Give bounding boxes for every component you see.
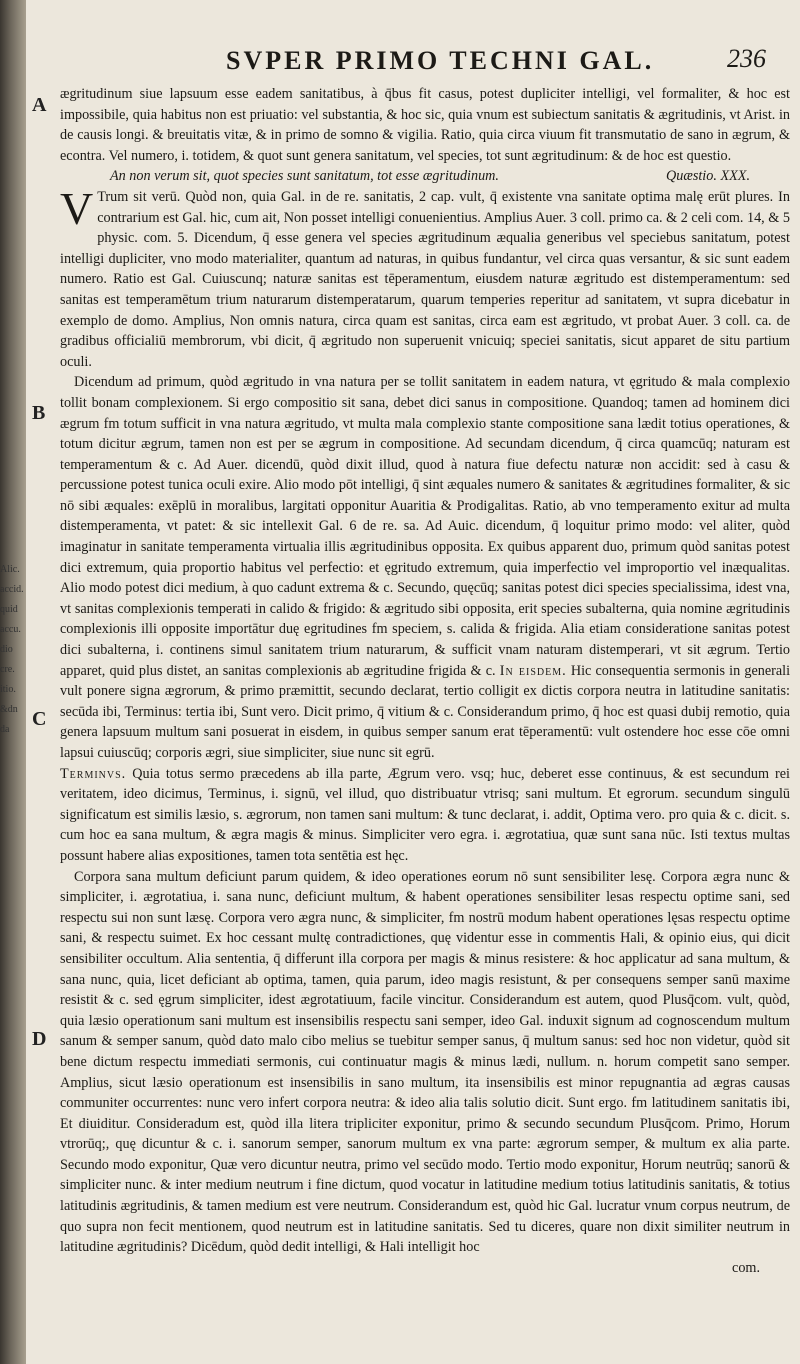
paragraph — [60, 182, 790, 372]
paragraph — [60, 372, 790, 763]
margin-note: itio. — [0, 684, 16, 695]
margin-note: dio — [0, 644, 13, 655]
margin-note: &dn — [0, 704, 18, 715]
question-title: An non verum sit, quot species sunt sanitatum, tot esse ægritudinum. — [110, 168, 499, 185]
margin-note: da — [0, 724, 10, 735]
paragraph: ægritudinum siue lapsuum esse eadem sanitatibus, à q̄bus fit casus, potest dupliciter intelligi, vel formaliter, & hoc est impossibile, quia habitus non est priuatio: vel substantia, & hoc sic, quia vnum est subiectum sanitatis & ægritudinis, vt Arist. in de causis longi. & breuitatis vitæ, & in primo de somno & vigilia. Ratio, quia circa viuum fit transmutatio de sano in ægrum, & econtra. Vel numero, i. totidem, & quot sunt genera sanitatum, vel species, tot sunt ægritudinum: & de hoc est questio. — [60, 86, 790, 164]
catchword: com. — [732, 1259, 760, 1276]
paragraph — [60, 764, 790, 867]
paragraph-text: Trum sit verū. Quòd non, quia Gal. in de re. sanitatis, 2 cap. vult, q̄ existente vna sanitate optima malę erūt plures. In contrarium est Gal. hic, cum ait, Non posset intelligi conuenientius. Amplius Auer. 3 coll. primo ca. & 2 celi com. 14, & 5 physic. com. 5. Dicendum, q̄ esse genera vel species ægritudinum æqualia generibus vel speciebus sanitatum, potest intelligi dupliciter, vno modo materialiter, quantum ad naturas, in quibus fundantur, vel circa quas versantur, & sic sunt eadem numero. Ratio est Gal. Cuiuscunq; naturæ sanitas est tēperamentum, eiusdem naturæ ægritudo est distemperamentum: sed sanitas est temperamētum trium naturarum distemperatarum, quarum temperies reperitur ad sanitatem, vt supra dicebatur in exemplo de domo. Amplius, Non omnis natura, circa quam est sanitas, circa eam est ægritudo, vt probat Auer. 3 coll. ca. de gradibus officialiū membrorum, vbi dicit, q̄ ægritudo non superuenit vnicuiq; speciei sanitatis, sicut apparet de situ partium oculi. — [60, 188, 790, 370]
drop-cap: V — [60, 182, 94, 234]
body-text — [60, 84, 790, 1278]
paragraph-text: Dicendum ad primum, quòd ægritudo in vna natura per se tollit sanitatem in eadem natura, vt ęgritudo & mala complexio tollit bonam complexionem. Si ergo compositio sit sana, debet dici sanus in compositione. Quandoq; tamen ad hominem dici ægrum fm totum sufficit in vna natura ægritudo, vt multa mala complexio stante compositione sana lædit totius operationes, & totum dicitur ægrum, tamen non est per se ægrum in compositione. Ad secundam dicendum, q̄ circa quamcūq; naturam est temperamentum & c. Ad Auer. dicendū, quòd dixit illud, quod à natura fiue defectu naturæ non accidit: sed à casu & percussione potest tunica oculi exire. Alio modo pōt intelligi, q̄ sint æquales numero & sanitates & ægritudines formaliter, & sic nō sibi æquales: exēplū in moralibus, largitati opponitur Auaritia & Prodigalitas. Ratio, ab vno temperamento exitur ad multa distemperamenta, vt patet: & sic intellexit Gal. 6 de re. sa. Ad Auic. dicendum, q̄ loquitur primo modo: vel aliter, quòd imaginatur in sanitate temperamenta virtualia illis ægritudinibus opposita. Ex quibus apparent duo, primum quòd sanitas potest dici extremum, quia proportio habitus vel perfectio: et ęgritudo extremum, quia imperfectio vel improportio vel inæqualitas. Alio modo potest dici medium, à quo cadunt extrema & c. Secundo, quęcūq; sanitas potest dici species specialissima, idest vna, vt sanitas complexionis temperati in calido & frigido: & ægritudo sibi opposita, erit species subalterna, quia nomine ægritudinis complexionis illi opposite importātur duę egritudines fm speciem, s. calida & frigida. Alia etiam consideratione sanitas potest dici subalterna, i. continens simul sanitatem trium naturarum, & sufficit vnam naturam distemperari, vt sit ægrum. Tertio apparet, quid plus distet, an sanitas complexionis ab ægritudine frigida & c. — [60, 374, 790, 679]
book-page — [26, 0, 800, 1364]
margin-note: accu. — [0, 624, 21, 635]
running-header — [206, 40, 766, 80]
question-number: Quæstio. XXX. — [666, 168, 750, 185]
running-title: SVPER PRIMO TECHNI GAL. — [226, 46, 655, 75]
margin-note: accid. — [0, 584, 24, 595]
paragraph-text: Quia totus sermo præcedens ab illa parte, Ægrum vero. vsq; huc, deberet esse continuus, & est secundum rei veritatem, ideo dicimus, Terminus, i. signū, vel illud, quo distribuatur vtrisq; sani multum. Et egrorum. secundum singulū significatum est similis læsio, s. ægrorum, non tamen sani multum: & tunc declarat, i. addit, Optima vero. pro quia & c. dicit. s. cum hoc ea sana multum, & ægra magis & minus. Simpliciter vero egra. i. ægrotatiua, quæ sunt sana nūc. Isti textus multas possunt habere alias expositiones, tamen tota sentētia est hęc. — [60, 765, 790, 864]
margin-note: cre. — [0, 664, 15, 675]
section-marker: In eisdem. — [499, 662, 567, 679]
section-letter-a: A — [32, 94, 47, 116]
paragraph: Corpora sana multum deficiunt parum quidem, & ideo operationes eorum nō sunt sensibiliter lesę. Corpora ægra nunc & simpliciter, i. ægrotatiua, i. sana nunc, deficiunt multum, & habent operationes sensibiliter lesas respectu optime sani, sed respectu sui non sunt læsę. Corpora vero ægra nunc, & simpliciter, fm nostrū modum habent operationes lęsas respectu optime sani, & respectu suimet. Ex hoc cessant multę contradictiones, quę videntur esse in commentis Hali, & opinio eius, qui dicit sensibiliter occultum. Alia sententia, q̄ differunt illa corpora per magis & minus resistere: & hoc applicatur ad sana multum, & sana nunc, quia, licet deficiant ab optima, tamen, quia parum, ideo magis resistunt, & per consequens semper sanū maxime resistit & c. sed ęgrum simpliciter, idest ægrotatiuum, facile vincitur. Considerandum est autem, quod Plusq̄com. vult, quòd, quia læsio operationum sani multum est insensibilis respectu sani semper, ideo Gal. induxit signum ad cognoscendum multum sanum & semper sanum, quòd dato malo cibo melius se tuebitur semper sanus, q̄ multum sanus: sed hoc non videtur, quòd sit bene dictum respectu immediati sermonis, cui continuatur magis & minus lædi, nullum. n. horum competit sano semper. Amplius, sicut læsio operationum est insensibilis in sano multum, ita insensibilis est minor repugnantia ad ægras causas communiter occurrentes: nunc vero infert corpora neutra: & ideo alia talis solutio dicit. Sunt ergo. fm latitudinem sanitatis ibi, Et diuiditur. Consideradum est, quòd illa litera tripliciter exponitur, primo & secundo secundum Plusq̄com. Primo, Horum vtrorūq;, quę dicuntur & c. i. sanorum semper, sanorum multum ex vna parte: ægrorum semper, & multum ex alia parte. Secundo modo exponitur, Quæ vero dicuntur neutra, primo vel secūdo modo. Tertio modo exponitur, Horum neutrūq; sanorū & simpliciter nunc. & inter medium neutrum i fine dictum, quod vocatur in latitudine medium totius latitudinis sanitatis, & totius latitudinis ægritudinis, & tamen medium est vere neutrum. Considerandum est, quòd hic Gal. lucratur vnum corpus neutrum, de quo supra non fecit mentionem, quod neutrum est in latitudine sanitatis. Sed tu diceres, quare non dixit similiter neutrum in latitudine ægritudinis? Dicēdum, quòd dedit intelligi, & Hali intelligit hoc — [60, 868, 790, 1256]
margin-note: Alic. — [0, 564, 20, 575]
question-heading — [60, 166, 790, 187]
section-marker: Terminvs. — [60, 765, 127, 782]
section-letter-d: D — [32, 1028, 47, 1050]
section-letter-c: C — [32, 708, 47, 730]
margin-note: quid — [0, 604, 18, 615]
section-letter-b: B — [32, 402, 46, 424]
paragraph-text: Hic consequentia sermonis in generali vult ponere signa ægrorum, & primo præmittit, secundo declarat, tertio colligit ex dictis corpora neutra in latitudine sanitatis: secūda ibi, Terminus: tertia ibi, Sunt vero. Dicit primo, q̄ vitium & c. Considerandum primo, q̄ hoc est quasi dubij remotio, quia genera lapsuum multum sani posuerat in eisdem, in quibus semper sanum erat tēperamentū: vult ostendere hoc esse cōe omni lapsui cuiuscūq; corporis ægri, siue simpliciter, siue nunc sit egrū. — [60, 662, 791, 761]
page-number: 236 — [727, 44, 766, 73]
left-margin-notes — [0, 560, 24, 740]
